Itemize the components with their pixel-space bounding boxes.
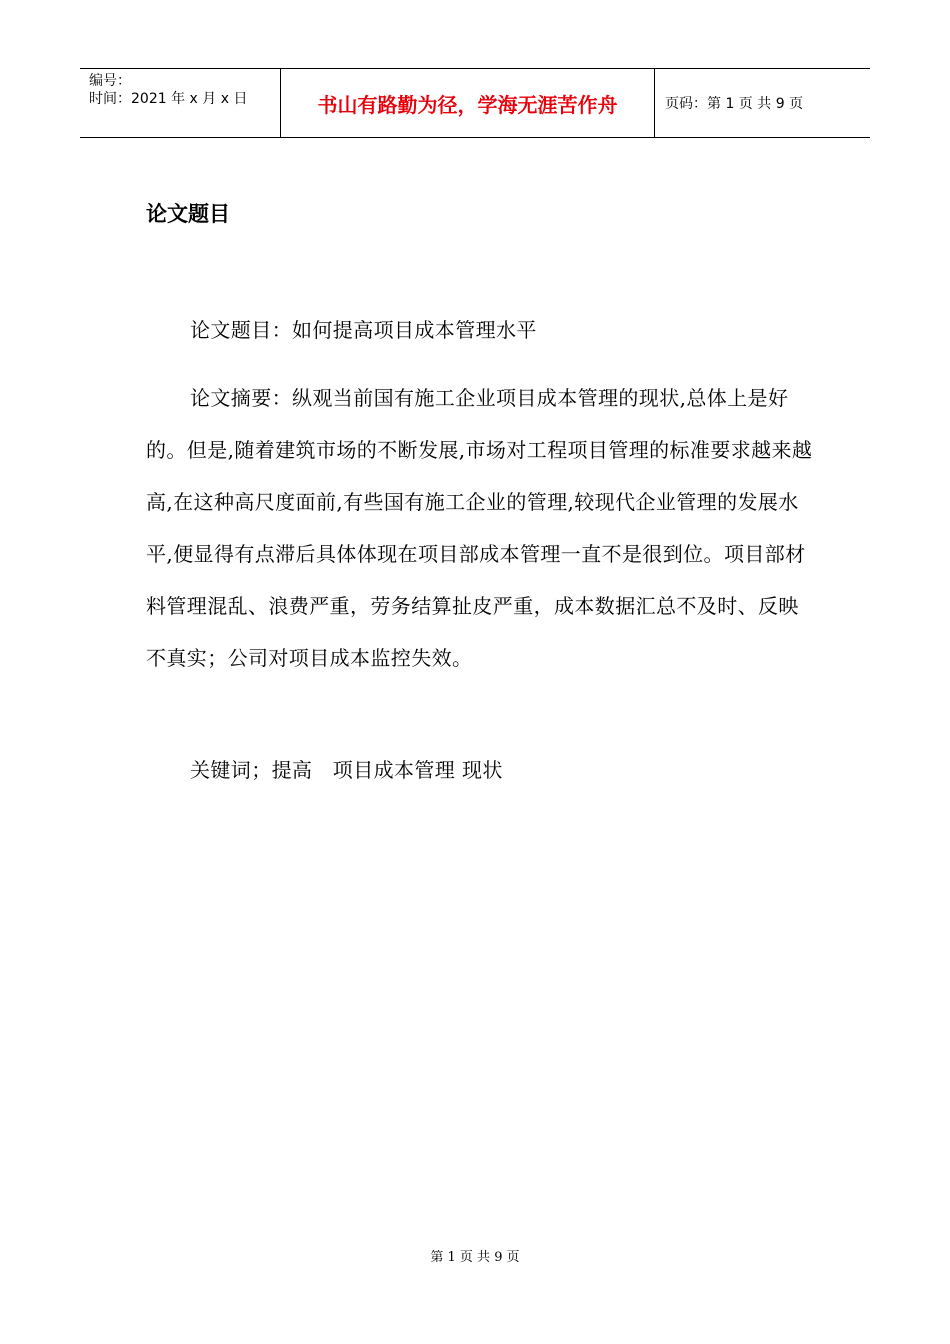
header-motto: 书山有路勤为径，学海无涯苦作舟 <box>281 69 655 137</box>
title-line: 论文题目：如何提高项目成本管理水平 <box>190 318 537 342</box>
page-footer: 第 1 页 共 9 页 <box>430 1250 520 1265</box>
header-page-label: 页码：第 1 页 共 9 页 <box>665 96 804 112</box>
keywords-line: 关键词；提高 项目成本管理 现状 <box>190 758 503 782</box>
document-header <box>80 68 870 138</box>
section-heading: 论文题目 <box>146 202 230 226</box>
number-label: 编号： <box>89 73 131 89</box>
header-meta <box>80 69 281 137</box>
time-label: 时间：2021 年 x 月 x 日 <box>89 91 248 107</box>
abstract-paragraph: 论文摘要：纵观当前国有施工企业项目成本管理的现状,总体上是好的。但是,随着建筑市场的不断发展,市场对工程项目管理的标准要求越来越高,在这种高尺度面前,有些国有施工企业的管理,较现代企业管理的发展水平,便显得有点滞后具体体现在项目部成本管理一直不是很到位。项目部材料管理混乱、浪费严重，劳务结算扯皮严重，成本数据汇总不及时、反映不真实；公司对项目成本监控失效。 <box>146 386 813 670</box>
